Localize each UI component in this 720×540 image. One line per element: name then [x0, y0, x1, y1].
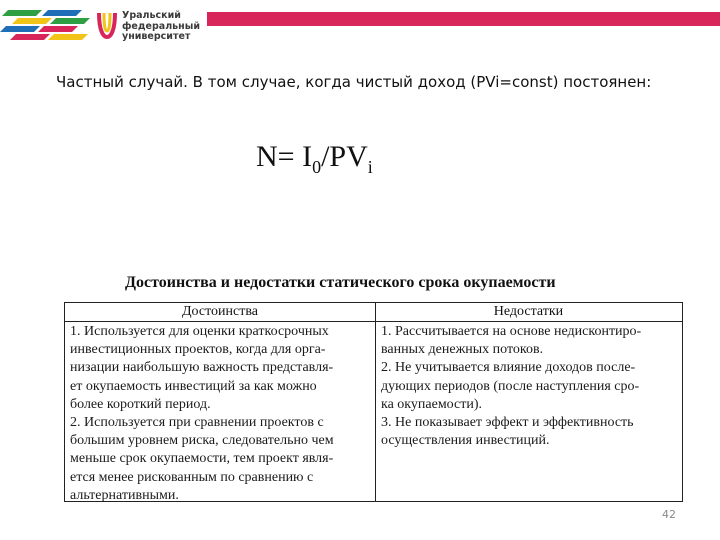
advantages-line: большим уровнем риска, следовательно чем [70, 433, 334, 449]
page-number: 42 [662, 508, 676, 521]
formula-sub-i: i [367, 157, 373, 177]
header-accent-bar [207, 12, 720, 26]
table-title: Достоинства и недостатки статического срока окупаемости [125, 274, 556, 291]
formula-left: N= I [256, 140, 313, 173]
header-disadvantages: Недостатки [493, 304, 564, 319]
payback-formula [256, 140, 373, 178]
advantages-line: более короткий период. [70, 396, 211, 412]
logo-line-3: университет [122, 31, 191, 42]
formula-mid: /PV [321, 140, 368, 173]
disadvantages-line: 3. Не показывает эффект и эффективность [381, 415, 634, 431]
disadvantages-line: 2. Не учитывается влияние доходов после- [381, 360, 636, 376]
disadvantages-line: осуществления инвестиций. [381, 433, 550, 449]
formula-sub-zero: 0 [312, 157, 322, 177]
advantages-line: 2. Используется при сравнении проектов с [70, 415, 324, 431]
advantages-line: альтернативными. [70, 487, 179, 503]
comparison-table [64, 302, 683, 502]
disadvantages-line: ка окупаемости). [381, 396, 483, 412]
advantages-line: ет окупаемость инвестиций за как можно [70, 378, 317, 394]
header-advantages: Достоинства [181, 304, 258, 319]
table-header-row [65, 303, 682, 322]
advantages-line: меньше срок окупаемости, тем проект явля- [70, 451, 334, 467]
advantages-line: низации наибольшую важность представля- [70, 360, 334, 376]
disadvantages-cell [381, 323, 679, 450]
brand-stripes [0, 10, 90, 44]
logo-line-1: Уральский [122, 10, 181, 21]
intro-text: Частный случай. В том случае, когда чистый доход (PVi=const) постоянен: [56, 73, 652, 91]
advantages-cell [70, 323, 372, 505]
university-logo-text [122, 11, 200, 43]
column-divider [375, 303, 376, 501]
advantages-line: ется менее рискованным по сравнению с [70, 469, 314, 485]
advantages-line: 1. Используется для оценки краткосрочных [70, 324, 329, 339]
disadvantages-line: 1. Рассчитывается на основе недисконтиро- [381, 324, 642, 339]
advantages-line: инвестиционных проектов, когда для орга- [70, 342, 326, 358]
disadvantages-line: дующих периодов (после наступления сро- [381, 378, 640, 394]
logo-line-2: федеральный [122, 20, 200, 32]
university-logo-icon [96, 10, 118, 40]
disadvantages-line: ванных денежных потоков. [381, 342, 544, 358]
